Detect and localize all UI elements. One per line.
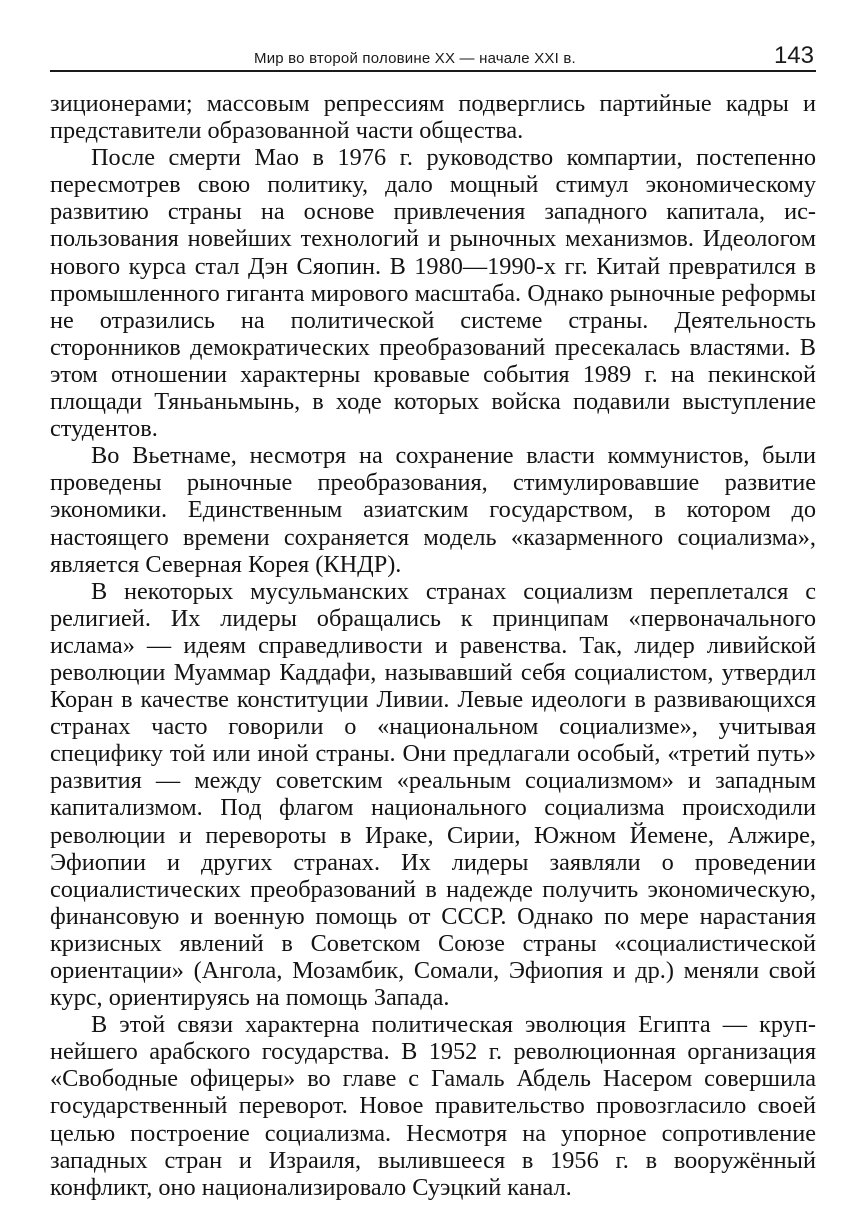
paragraph-continued: зиционерами; массовым репрессиям подверглись партийные кадры и представители образованной части общества. bbox=[50, 90, 816, 145]
book-page bbox=[50, 38, 816, 1201]
paragraph-muslim-socialism: В некоторых мусульманских странах социализм переплетался с религией. Их лидеры обращались к принципам «первоначального ислама» — идеям справедливости и равенства. Так, лидер ливийской революции Муаммар Каддафи, называвший себя социалистом, утвердил Коран в качестве конституции Ливии. Левые идеологи в развивающихся странах часто говорили о «национальном социализме», учитывая специфику той или иной страны. Они предлагали особый, «третий путь» развития — между советским «реальным социализмом» и западным капитализмом. Под флагом национального социализма происходили революции и перевороты в Ираке, Сирии, Южном Йемене, Алжире, Эфиопии и других странах. Их лидеры заявляли о проведении социалистических преобразований в надежде получить экономическую, финансовую и военную помощь от СССР. Однако по мере нарастания кризисных явлений в Советском Союзе страны «социалистической ориентации» (Ангола, Мозамбик, Сомали, Эфиопия и др.) меняли свой курс, ориентируясь на помощь Запада. bbox=[50, 577, 816, 1012]
running-title: Мир во второй половине XX — начале XXI в. bbox=[254, 50, 576, 67]
body-text bbox=[50, 90, 816, 1201]
paragraph-egypt: В этой связи характерна политическая эволюция Египта — крупнейшего арабского государства. В 1952 г. революционная организация «Свободные офицеры» во главе с Гамаль Абдель Насером совершила государственный переворот. Новое правительство провозгласило своей целью построение социализма. Несмотря на упорное сопротивление западных стран и Израиля, вылившееся в 1956 г. в вооружённый конфликт, оно национализировало Суэцкий канал. bbox=[50, 1011, 816, 1201]
paragraph-china-reforms: После смерти Мао в 1976 г. руководство компартии, постепенно пересмотрев свою политику, дало мощный стимул экономическому развитию страны на основе привлечения западного капитала, использования новейших технологий и рыночных механизмов. Идеологом нового курса стал Дэн Сяопин. В 1980—1990-х гг. Китай превратился в промышленного гиганта мирового масштаба. Однако рыночные реформы не отразились на политической системе страны. Деятельность сторонников демократических преобразований пресекалась властями. В этом отношении характерны кровавые события 1989 г. на пекинской площади Тяньаньмынь, в ходе которых войска подавили выступление студентов. bbox=[50, 144, 816, 443]
paragraph-vietnam: Во Вьетнаме, несмотря на сохранение власти коммунистов, были проведены рыночные преобразования, стимулировавшие развитие экономики. Единственным азиатским государством, в котором до настоящего времени сохраняется модель «казарменного социализма», является Северная Корея (КНДР). bbox=[50, 442, 816, 578]
page-number: 143 bbox=[773, 42, 814, 69]
running-header bbox=[50, 38, 816, 72]
